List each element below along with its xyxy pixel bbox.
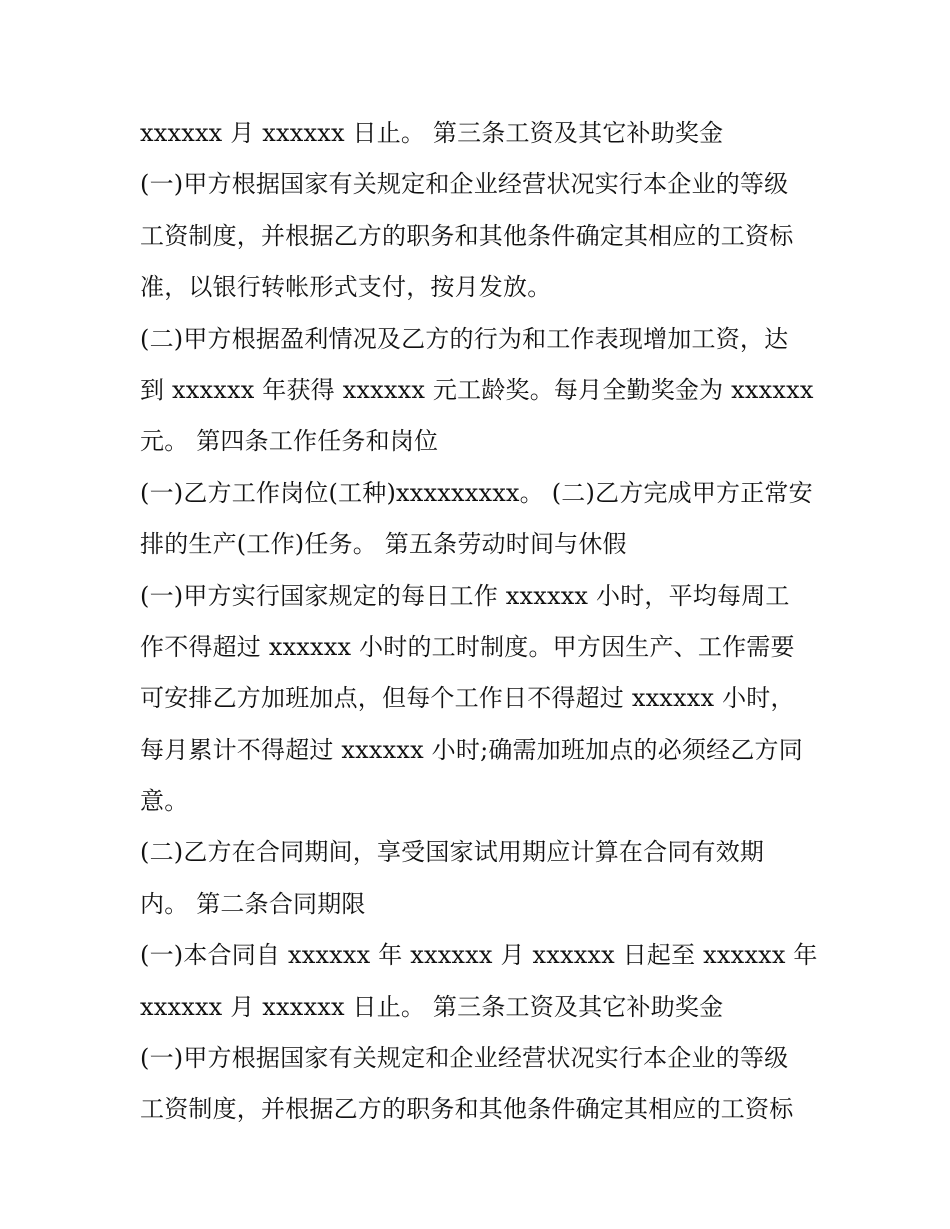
text-line: 工资制度，并根据乙方的职务和其他条件确定其相应的工资标 <box>140 221 794 250</box>
text-line: (一)乙方工作岗位(工种)xxxxxxxxx。 (二)乙方完成甲方正常安 <box>140 478 813 507</box>
text-line: 元。 第四条工作任务和岗位 <box>140 427 439 456</box>
text-line: (一)甲方根据国家有关规定和企业经营状况实行本企业的等级 <box>140 170 789 199</box>
text-line: (二)乙方在合同期间，享受国家试用期应计算在合同有效期 <box>140 838 765 867</box>
text-line: 可安排乙方加班加点，但每个工作日不得超过 xxxxxx 小时， <box>140 684 795 713</box>
text-line: 作不得超过 xxxxxx 小时的工时制度。甲方因生产、工作需要 <box>140 632 795 661</box>
text-line: (一)本合同自 xxxxxx 年 xxxxxx 月 xxxxxx 日起至 xxxxxx 年 <box>140 941 818 970</box>
text-line: 意。 <box>140 787 189 816</box>
text-line: 准，以银行转帐形式支付，按月发放。 <box>140 273 552 302</box>
text-line: 排的生产(工作)任务。 第五条劳动时间与休假 <box>140 530 627 559</box>
text-line: xxxxxx 月 xxxxxx 日止。 第三条工资及其它补助奖金 <box>140 992 724 1021</box>
text-line: xxxxxx 月 xxxxxx 日止。 第三条工资及其它补助奖金 <box>140 119 724 147</box>
text-line: (二)甲方根据盈利情况及乙方的行为和工作表现增加工资，达 <box>140 324 789 353</box>
text-line: 每月累计不得超过 xxxxxx 小时;确需加班加点的必须经乙方同 <box>140 735 803 764</box>
text-line: (一)甲方根据国家有关规定和企业经营状况实行本企业的等级 <box>140 1044 789 1073</box>
document-body <box>140 108 830 1136</box>
text-line: 内。 第二条合同期限 <box>140 889 366 918</box>
text-line: 到 xxxxxx 年获得 xxxxxx 元工龄奖。每月全勤奖金为 xxxxxx <box>140 375 814 404</box>
text-line: 工资制度，并根据乙方的职务和其他条件确定其相应的工资标 <box>140 1095 794 1124</box>
text-line: (一)甲方实行国家规定的每日工作 xxxxxx 小时，平均每周工 <box>140 581 790 610</box>
